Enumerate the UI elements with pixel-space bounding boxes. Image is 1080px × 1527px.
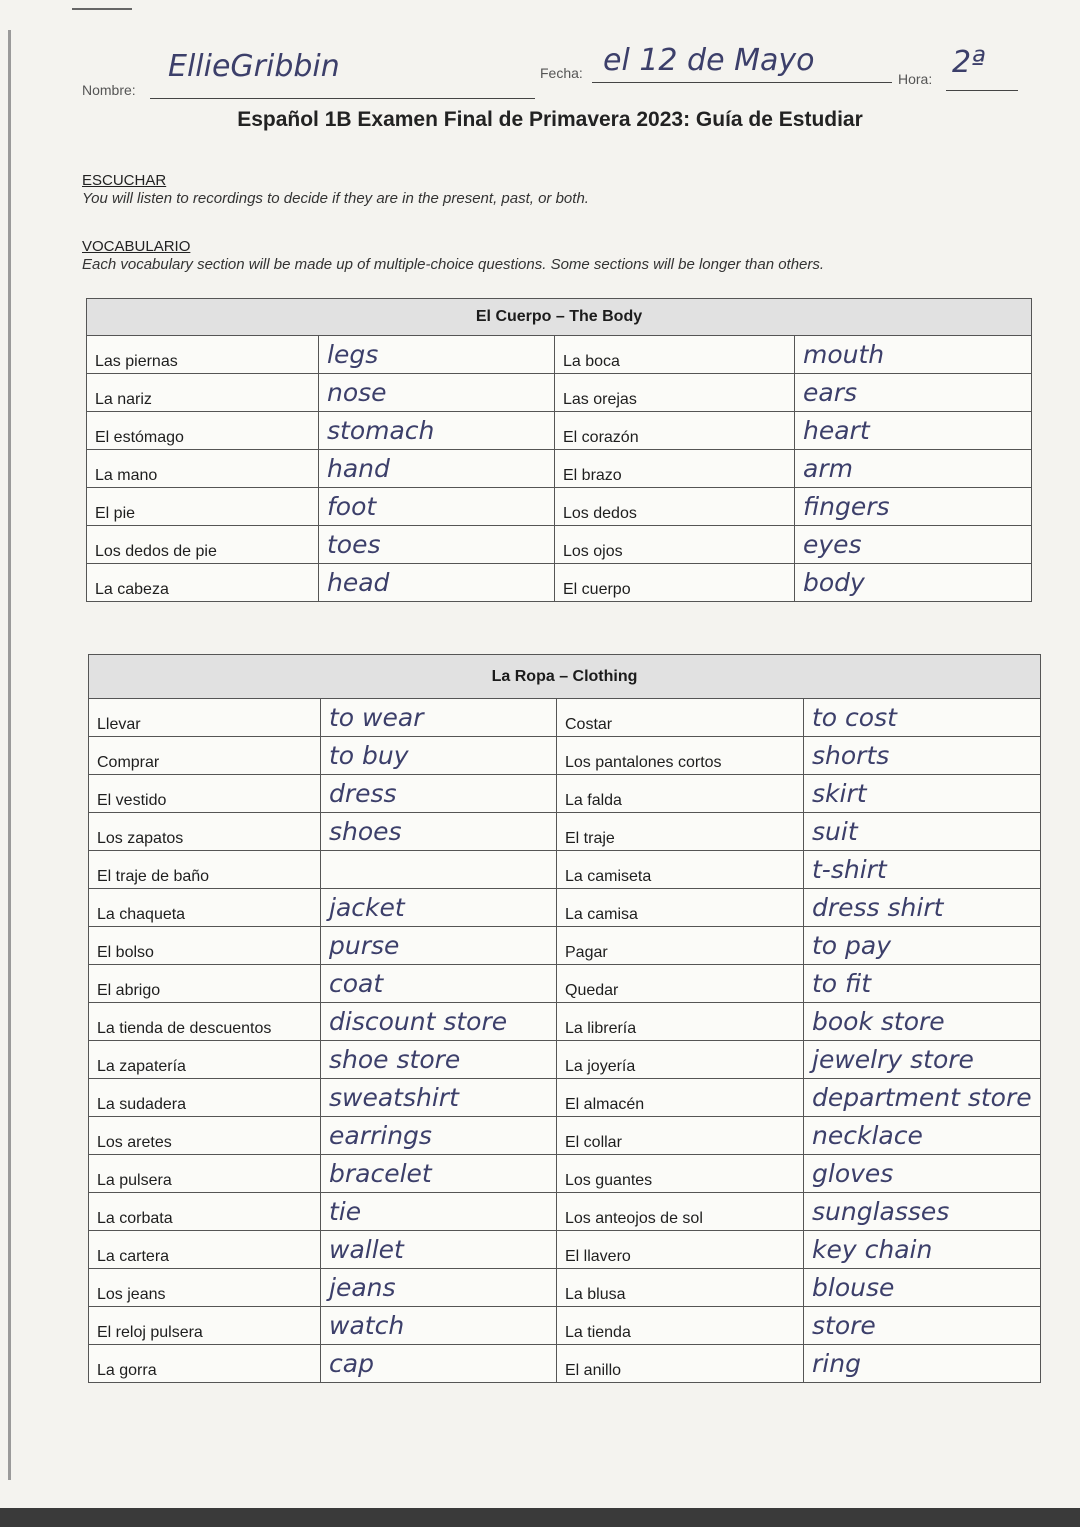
- spanish-term: Pagar: [557, 927, 804, 965]
- english-answer: sunglasses: [804, 1193, 1041, 1231]
- spanish-term: Llevar: [89, 699, 321, 737]
- english-answer: foot: [319, 488, 555, 526]
- spanish-term: Costar: [557, 699, 804, 737]
- spanish-term: Los zapatos: [89, 813, 321, 851]
- english-answer: suit: [804, 813, 1041, 851]
- spanish-term: Los guantes: [557, 1155, 804, 1193]
- vocab-row: [87, 336, 1032, 374]
- body-vocab-table: [86, 298, 1032, 602]
- english-answer: hand: [319, 450, 555, 488]
- english-answer: ears: [795, 374, 1032, 412]
- vocab-row: [89, 1079, 1041, 1117]
- spanish-term: El estómago: [87, 412, 319, 450]
- english-answer: shorts: [804, 737, 1041, 775]
- spanish-term: Los anteojos de sol: [557, 1193, 804, 1231]
- vocab-row: [89, 1117, 1041, 1155]
- spanish-term: El llavero: [557, 1231, 804, 1269]
- vocab-row: [89, 1269, 1041, 1307]
- spanish-term: El anillo: [557, 1345, 804, 1383]
- spanish-term: El brazo: [555, 450, 795, 488]
- spanish-term: Quedar: [557, 965, 804, 1003]
- spanish-term: La falda: [557, 775, 804, 813]
- spanish-term: El almacén: [557, 1079, 804, 1117]
- english-answer: to cost: [804, 699, 1041, 737]
- vocab-row: [89, 737, 1041, 775]
- vocab-row: [89, 889, 1041, 927]
- english-answer: t-shirt: [804, 851, 1041, 889]
- spanish-term: La tienda: [557, 1307, 804, 1345]
- vocab-row: [89, 1231, 1041, 1269]
- spanish-term: La librería: [557, 1003, 804, 1041]
- english-answer: tie: [321, 1193, 557, 1231]
- spanish-term: El traje de baño: [89, 851, 321, 889]
- english-answer: to wear: [321, 699, 557, 737]
- english-answer: jewelry store: [804, 1041, 1041, 1079]
- vocab-row: [89, 1155, 1041, 1193]
- english-answer: eyes: [795, 526, 1032, 564]
- spanish-term: La chaqueta: [89, 889, 321, 927]
- english-answer: blouse: [804, 1269, 1041, 1307]
- english-answer: ring: [804, 1345, 1041, 1383]
- english-answer: shoes: [321, 813, 557, 851]
- spanish-term: El traje: [557, 813, 804, 851]
- vocab-row: [87, 450, 1032, 488]
- english-answer: body: [795, 564, 1032, 602]
- spanish-term: La camiseta: [557, 851, 804, 889]
- vocabulario-description: Each vocabulary section will be made up of multiple-choice questions. Some sections will be longer than others.: [82, 256, 825, 273]
- spanish-term: Los dedos de pie: [87, 526, 319, 564]
- spanish-term: La cartera: [89, 1231, 321, 1269]
- spanish-term: Los pantalones cortos: [557, 737, 804, 775]
- english-answer: to fit: [804, 965, 1041, 1003]
- english-answer: to pay: [804, 927, 1041, 965]
- english-answer: store: [804, 1307, 1041, 1345]
- spanish-term: La boca: [555, 336, 795, 374]
- english-answer: legs: [319, 336, 555, 374]
- vocab-row: [87, 564, 1032, 602]
- english-answer: bracelet: [321, 1155, 557, 1193]
- english-answer: fingers: [795, 488, 1032, 526]
- name-value: EllieGribbin: [168, 49, 340, 84]
- english-answer: wallet: [321, 1231, 557, 1269]
- english-answer: jacket: [321, 889, 557, 927]
- spanish-term: Los jeans: [89, 1269, 321, 1307]
- spanish-term: La camisa: [557, 889, 804, 927]
- body-table-title: El Cuerpo – The Body: [87, 299, 1032, 336]
- english-answer: heart: [795, 412, 1032, 450]
- english-answer: necklace: [804, 1117, 1041, 1155]
- vocab-row: [89, 1345, 1041, 1383]
- english-answer: nose: [319, 374, 555, 412]
- english-answer: book store: [804, 1003, 1041, 1041]
- top-edge-mark: [72, 8, 132, 10]
- date-value: el 12 de Mayo: [603, 43, 815, 78]
- spanish-term: Comprar: [89, 737, 321, 775]
- spanish-term: Los aretes: [89, 1117, 321, 1155]
- spanish-term: El collar: [557, 1117, 804, 1155]
- hour-label: Hora:: [898, 71, 933, 87]
- spanish-term: El corazón: [555, 412, 795, 450]
- english-answer: key chain: [804, 1231, 1041, 1269]
- vocab-row: [89, 1041, 1041, 1079]
- english-answer: watch: [321, 1307, 557, 1345]
- english-answer: skirt: [804, 775, 1041, 813]
- english-answer: cap: [321, 1345, 557, 1383]
- clothing-vocab-table: [88, 654, 1041, 1383]
- escuchar-description: You will listen to recordings to decide if they are in the present, past, or both.: [82, 190, 589, 207]
- english-answer: jeans: [321, 1269, 557, 1307]
- vocab-row: [89, 813, 1041, 851]
- spanish-term: El cuerpo: [555, 564, 795, 602]
- english-answer: dress: [321, 775, 557, 813]
- name-label: Nombre:: [82, 82, 136, 98]
- vocab-row: [89, 775, 1041, 813]
- clothing-table-title: La Ropa – Clothing: [89, 655, 1041, 699]
- vocab-row: [89, 1307, 1041, 1345]
- vocab-row: [87, 412, 1032, 450]
- vocab-row: [89, 965, 1041, 1003]
- english-answer: gloves: [804, 1155, 1041, 1193]
- english-answer: dress shirt: [804, 889, 1041, 927]
- page-title: Español 1B Examen Final de Primavera 2023: Guía de Estudiar: [237, 108, 863, 131]
- spanish-term: La nariz: [87, 374, 319, 412]
- english-answer: toes: [319, 526, 555, 564]
- vocabulario-heading: VOCABULARIO: [82, 238, 191, 255]
- spanish-term: El vestido: [89, 775, 321, 813]
- spanish-term: La cabeza: [87, 564, 319, 602]
- english-answer: mouth: [795, 336, 1032, 374]
- spanish-term: El abrigo: [89, 965, 321, 1003]
- vocab-row: [89, 1193, 1041, 1231]
- vocab-row: [87, 526, 1032, 564]
- english-answer: arm: [795, 450, 1032, 488]
- english-answer: earrings: [321, 1117, 557, 1155]
- spanish-term: La gorra: [89, 1345, 321, 1383]
- spanish-term: La zapatería: [89, 1041, 321, 1079]
- escuchar-heading: ESCUCHAR: [82, 172, 167, 189]
- english-answer: stomach: [319, 412, 555, 450]
- left-page-edge: [8, 30, 11, 1480]
- spanish-term: La corbata: [89, 1193, 321, 1231]
- spanish-term: La tienda de descuentos: [89, 1003, 321, 1041]
- bottom-scan-edge: [0, 1508, 1080, 1527]
- spanish-term: La pulsera: [89, 1155, 321, 1193]
- spanish-term: La mano: [87, 450, 319, 488]
- date-label: Fecha:: [540, 65, 583, 81]
- english-answer: head: [319, 564, 555, 602]
- spanish-term: La blusa: [557, 1269, 804, 1307]
- english-answer: [321, 851, 557, 889]
- vocab-row: [87, 488, 1032, 526]
- spanish-term: El reloj pulsera: [89, 1307, 321, 1345]
- english-answer: purse: [321, 927, 557, 965]
- vocab-row: [89, 927, 1041, 965]
- spanish-term: Las piernas: [87, 336, 319, 374]
- spanish-term: La joyería: [557, 1041, 804, 1079]
- vocab-row: [87, 374, 1032, 412]
- spanish-term: Los ojos: [555, 526, 795, 564]
- spanish-term: Los dedos: [555, 488, 795, 526]
- english-answer: sweatshirt: [321, 1079, 557, 1117]
- english-answer: coat: [321, 965, 557, 1003]
- spanish-term: El bolso: [89, 927, 321, 965]
- vocab-row: [89, 699, 1041, 737]
- spanish-term: Las orejas: [555, 374, 795, 412]
- spanish-term: El pie: [87, 488, 319, 526]
- spanish-term: La sudadera: [89, 1079, 321, 1117]
- english-answer: department store: [804, 1079, 1041, 1117]
- english-answer: discount store: [321, 1003, 557, 1041]
- vocab-row: [89, 1003, 1041, 1041]
- vocab-row: [89, 851, 1041, 889]
- english-answer: to buy: [321, 737, 557, 775]
- english-answer: shoe store: [321, 1041, 557, 1079]
- hour-value: 2ª: [952, 45, 986, 80]
